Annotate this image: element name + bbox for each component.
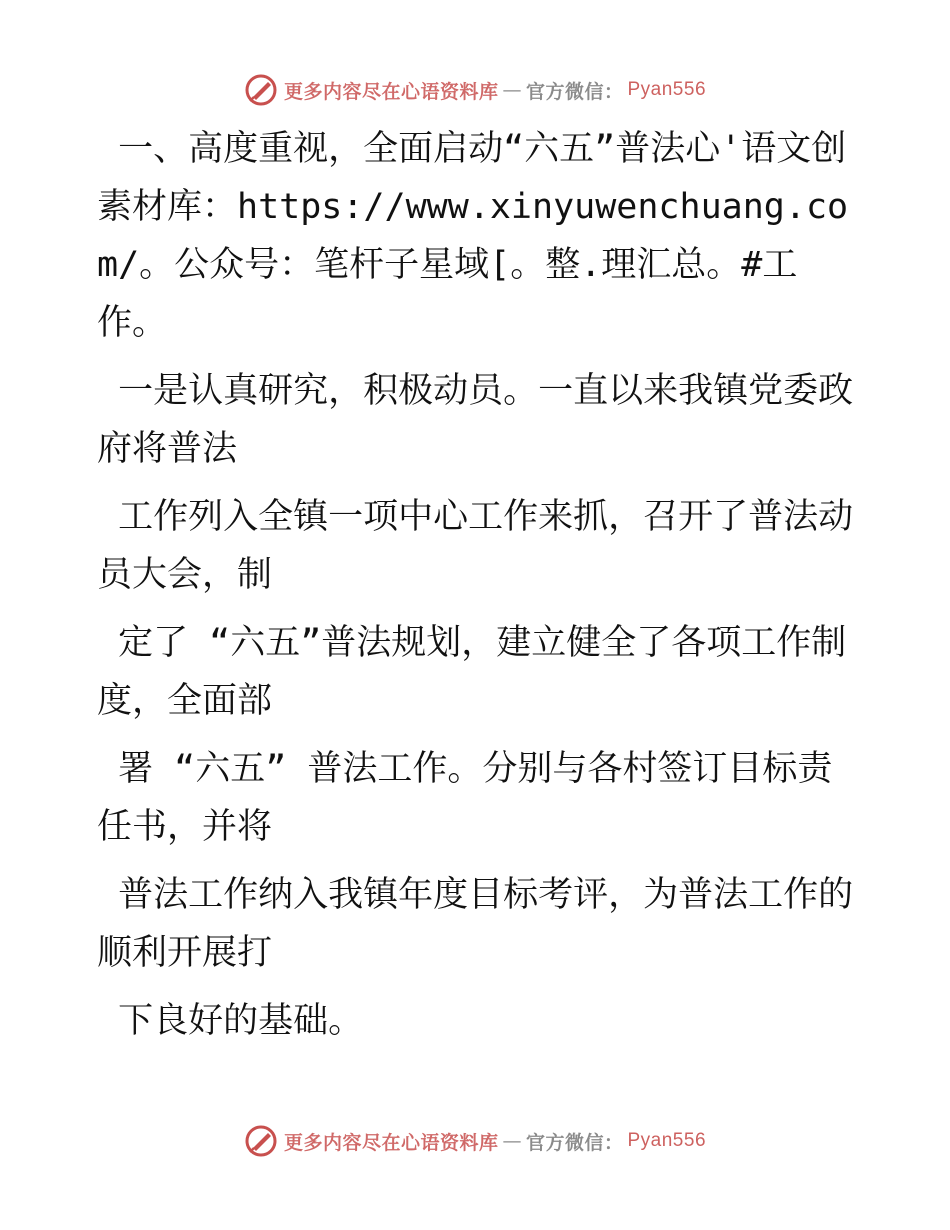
watermark-label: 官方微信：: [525, 1131, 624, 1154]
paragraph-5: 署 “六五” 普法工作。分别与各村签订目标责任书，并将: [97, 749, 833, 847]
header-watermark: [0, 70, 950, 110]
footer-watermark: [0, 1121, 950, 1161]
watermark-id: Pyan556: [627, 1130, 707, 1151]
paragraph-7: 下良好的基础。: [97, 1001, 364, 1041]
quill-logo-icon: [244, 73, 278, 107]
paragraph-3: 工作列入全镇一项中心工作来抓，召开了普法动员大会，制: [97, 497, 854, 595]
quill-logo-icon: [244, 1124, 278, 1158]
paragraph-1: 一、高度重视，全面启动“六五”普法心'语文创素材库：https://www.xinyuwenchuang.com/。公众号：笔杆子星域[。整.理汇总。#工作。: [97, 129, 849, 343]
watermark-main-text: 更多内容尽在心语资料库: [283, 80, 499, 103]
watermark-separator: —: [502, 79, 522, 101]
watermark-main-text: 更多内容尽在心语资料库: [283, 1131, 499, 1154]
watermark-separator: —: [502, 1130, 522, 1152]
watermark-id: Pyan556: [627, 79, 707, 100]
paragraph-2: 一是认真研究，积极动员。一直以来我镇党委政府将普法: [97, 371, 854, 469]
paragraph-6: 普法工作纳入我镇年度目标考评，为普法工作的顺利开展打: [97, 875, 854, 973]
paragraph-4: 定了 “六五”普法规划，建立健全了各项工作制度，全面部: [97, 623, 847, 721]
watermark-label: 官方微信：: [525, 80, 624, 103]
document-body: [97, 120, 857, 1060]
